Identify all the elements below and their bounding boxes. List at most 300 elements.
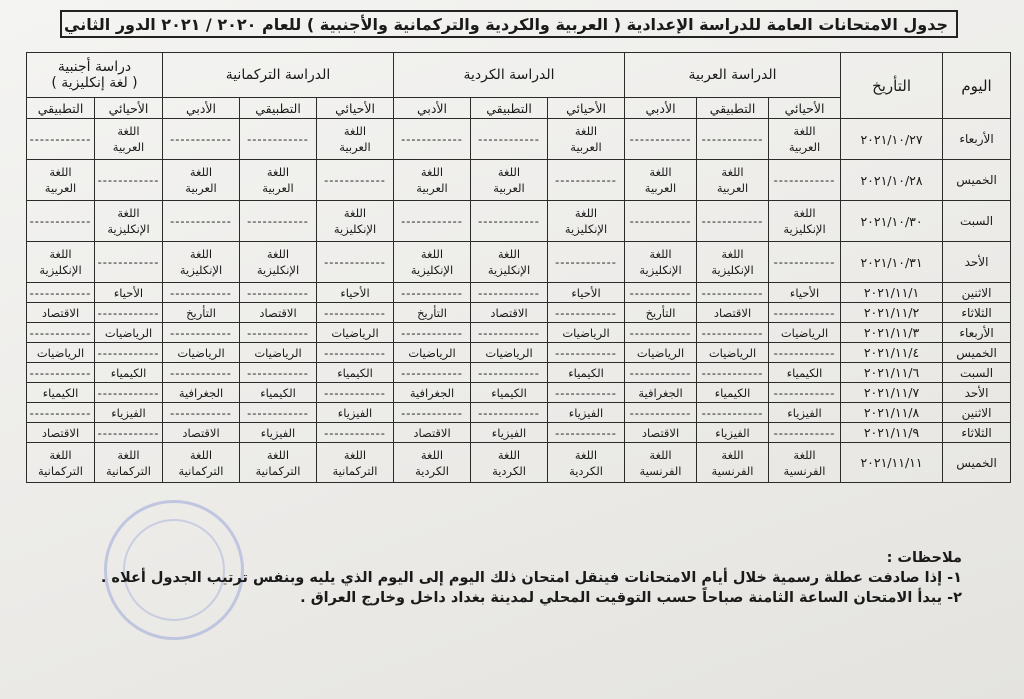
no-exam-dash: ------------ — [29, 325, 92, 340]
subject-cell — [317, 363, 394, 383]
subject-name: الفيزياء — [715, 425, 750, 440]
subject-cell — [697, 283, 769, 303]
subject-cell — [769, 443, 841, 483]
no-exam-dash: ------------ — [701, 285, 764, 300]
date-cell: ٢٠٢١/١٠/٣٠ — [841, 201, 943, 242]
subheader-applied: التطبيقي — [697, 98, 769, 119]
day-cell: الخميس — [943, 160, 1011, 201]
subject-name: اللغة الكردية — [492, 447, 526, 478]
subject-cell — [471, 119, 548, 160]
subject-cell — [471, 160, 548, 201]
subject-cell — [697, 323, 769, 343]
subject-cell — [95, 303, 163, 323]
subject-cell — [163, 283, 240, 303]
subject-cell — [317, 403, 394, 423]
table-row — [27, 343, 1011, 363]
subject-cell — [163, 343, 240, 363]
subject-name: التأريخ — [417, 305, 447, 320]
no-exam-dash: ------------ — [555, 255, 617, 269]
no-exam-dash: ------------ — [701, 214, 764, 228]
no-exam-dash: ------------ — [401, 285, 463, 300]
subject-name: الاقتصاد — [713, 305, 752, 320]
subject-cell — [95, 343, 163, 363]
group-header-kurdish: الدراسة الكردية — [394, 53, 625, 98]
subject-cell — [27, 119, 95, 160]
subject-name: الرياضيات — [254, 345, 302, 360]
subject-cell — [27, 363, 95, 383]
exam-schedule-table — [26, 52, 1011, 483]
subject-name: اللغة الإنكليزية — [256, 247, 300, 277]
subject-cell — [163, 242, 240, 283]
subject-name: الاقتصاد — [490, 305, 528, 320]
no-exam-dash: ------------ — [773, 173, 836, 187]
no-exam-dash: ------------ — [701, 405, 764, 420]
subject-name: الرياضيات — [485, 345, 533, 360]
subject-cell — [548, 303, 625, 323]
no-exam-dash: ------------ — [170, 325, 232, 340]
table-row — [27, 201, 1011, 242]
no-exam-dash: ------------ — [97, 345, 160, 360]
subject-cell — [27, 423, 95, 443]
no-exam-dash: ------------ — [29, 405, 92, 420]
subject-cell — [27, 383, 95, 403]
subject-name: الرياضيات — [708, 345, 757, 360]
subject-cell — [240, 201, 317, 242]
no-exam-dash: ------------ — [170, 214, 232, 228]
subject-name: الفيزياء — [337, 405, 373, 420]
subject-name: الرياضيات — [36, 345, 85, 360]
subject-cell — [548, 403, 625, 423]
subject-cell — [625, 403, 697, 423]
subject-cell — [163, 363, 240, 383]
subject-cell — [394, 343, 471, 363]
no-exam-dash: ------------ — [478, 365, 540, 380]
no-exam-dash: ------------ — [701, 325, 764, 340]
subject-cell — [471, 343, 548, 363]
date-cell: ٢٠٢١/١١/١ — [841, 283, 943, 303]
no-exam-dash: ------------ — [478, 285, 540, 300]
subject-cell — [697, 119, 769, 160]
subject-name: الرياضيات — [780, 325, 829, 340]
subject-cell — [625, 363, 697, 383]
subject-cell — [471, 423, 548, 443]
no-exam-dash: ------------ — [555, 345, 617, 360]
subject-cell — [769, 242, 841, 283]
subject-name: اللغة الإنكليزية — [410, 247, 454, 277]
subject-name: اللغة التركمانية — [178, 447, 224, 478]
subject-name: التأريخ — [186, 305, 216, 320]
subject-cell — [317, 423, 394, 443]
subject-cell — [240, 303, 317, 323]
date-cell: ٢٠٢١/١١/٤ — [841, 343, 943, 363]
subject-cell — [240, 160, 317, 201]
date-cell: ٢٠٢١/١٠/٣١ — [841, 242, 943, 283]
day-cell: السبت — [943, 201, 1011, 242]
subject-name: الجغرافية — [409, 385, 455, 400]
day-cell: الخميس — [943, 343, 1011, 363]
no-exam-dash: ------------ — [97, 173, 160, 187]
subject-cell — [240, 403, 317, 423]
no-exam-dash: ------------ — [170, 132, 232, 146]
subject-name: الكيمياء — [110, 365, 147, 380]
table-row — [27, 119, 1011, 160]
subject-cell — [394, 423, 471, 443]
notes-section — [100, 548, 962, 608]
subject-cell — [27, 160, 95, 201]
subject-cell — [625, 160, 697, 201]
group-header-turkmen: الدراسة التركمانية — [163, 53, 394, 98]
subject-cell — [769, 343, 841, 363]
no-exam-dash: ------------ — [324, 305, 386, 320]
subject-cell — [625, 119, 697, 160]
subject-name: اللغة الإنكليزية — [711, 247, 754, 277]
date-cell: ٢٠٢١/١١/١١ — [841, 443, 943, 483]
subject-name: الكيمياء — [337, 365, 373, 380]
subject-name: الكيمياء — [491, 385, 527, 400]
document-title: جدول الامتحانات العامة للدراسة الإعدادية ( العربية والكردية والتركمانية والأجنبية ) للعام ٢٠٢٠ / ٢٠٢١ الدور الثاني — [60, 10, 958, 38]
no-exam-dash: ------------ — [324, 173, 386, 187]
subject-cell — [240, 343, 317, 363]
subject-cell — [548, 201, 625, 242]
no-exam-dash: ------------ — [247, 365, 309, 380]
subject-name: اللغة الفرنسية — [711, 447, 754, 478]
subject-name: اللغة الفرنسية — [783, 447, 826, 478]
subject-cell — [769, 423, 841, 443]
subject-cell — [697, 242, 769, 283]
subject-cell — [625, 383, 697, 403]
subheader-biology: الأحيائي — [317, 98, 394, 119]
subject-cell — [625, 323, 697, 343]
subject-cell — [548, 283, 625, 303]
subject-cell — [697, 201, 769, 242]
subject-name: الأحياء — [571, 285, 601, 300]
subject-cell — [240, 423, 317, 443]
no-exam-dash: ------------ — [701, 132, 764, 146]
no-exam-dash: ------------ — [478, 325, 540, 340]
no-exam-dash: ------------ — [29, 214, 92, 228]
subheader-biology: الأحيائي — [769, 98, 841, 119]
day-cell: الأحد — [943, 383, 1011, 403]
table-row — [27, 403, 1011, 423]
subject-cell — [163, 303, 240, 323]
subject-name: الفيزياء — [491, 425, 527, 440]
subject-cell — [163, 201, 240, 242]
subject-name: الأحياء — [113, 285, 144, 300]
subject-cell — [697, 383, 769, 403]
no-exam-dash: ------------ — [29, 132, 92, 146]
subject-name: اللغة الإنكليزية — [39, 247, 82, 277]
subject-cell — [240, 443, 317, 483]
subject-cell — [394, 383, 471, 403]
no-exam-dash: ------------ — [324, 385, 386, 400]
subject-cell — [394, 403, 471, 423]
note-item: ١- إذا صادفت عطلة رسمية خلال أيام الامتحانات فينقل امتحان ذلك اليوم إلى اليوم الذي يليه وبنفس ترتيب الجدول أعلاه . — [100, 570, 962, 586]
subject-cell — [240, 242, 317, 283]
subject-cell — [625, 423, 697, 443]
subject-cell — [394, 283, 471, 303]
subject-name: الرياضيات — [104, 325, 153, 340]
day-cell: الأربعاء — [943, 323, 1011, 343]
no-exam-dash: ------------ — [701, 365, 764, 380]
subject-name: الاقتصاد — [41, 305, 80, 320]
subject-cell — [697, 443, 769, 483]
subject-cell — [317, 303, 394, 323]
subject-cell — [471, 323, 548, 343]
subject-name: اللغة التركمانية — [106, 447, 151, 478]
no-exam-dash: ------------ — [170, 285, 232, 300]
no-exam-dash: ------------ — [401, 214, 463, 228]
day-cell: الأحد — [943, 242, 1011, 283]
subject-name: اللغة العربية — [44, 165, 77, 195]
subject-cell — [317, 201, 394, 242]
subject-name: اللغة الإنكليزية — [107, 206, 150, 236]
subject-cell — [548, 119, 625, 160]
subject-name: اللغة الإنكليزية — [783, 206, 826, 236]
subject-name: التأريخ — [645, 305, 676, 320]
subject-cell — [317, 343, 394, 363]
subject-name: اللغة الإنكليزية — [333, 206, 377, 236]
subject-name: الكيمياء — [714, 385, 751, 400]
date-column-header: التأريخ — [841, 53, 943, 119]
no-exam-dash: ------------ — [247, 325, 309, 340]
subject-cell — [317, 160, 394, 201]
subject-cell — [163, 383, 240, 403]
subject-cell — [697, 403, 769, 423]
no-exam-dash: ------------ — [401, 405, 463, 420]
subject-cell — [625, 201, 697, 242]
subject-cell — [769, 201, 841, 242]
subheader-applied: التطبيقي — [471, 98, 548, 119]
subject-cell — [548, 443, 625, 483]
subject-cell — [317, 119, 394, 160]
no-exam-dash: ------------ — [401, 365, 463, 380]
subject-cell — [95, 443, 163, 483]
subject-cell — [697, 160, 769, 201]
subject-cell — [548, 363, 625, 383]
no-exam-dash: ------------ — [478, 405, 540, 420]
subject-cell — [95, 201, 163, 242]
subject-cell — [548, 343, 625, 363]
note-item: ٢- يبدأ الامتحان الساعة الثامنة صباحاً حسب التوقيت المحلي لمدينة بغداد داخل وخارج العراق . — [300, 590, 962, 606]
no-exam-dash: ------------ — [97, 255, 160, 269]
no-exam-dash: ------------ — [324, 425, 386, 440]
subject-cell — [163, 423, 240, 443]
no-exam-dash: ------------ — [773, 255, 836, 269]
subject-cell — [625, 242, 697, 283]
subject-name: اللغة العربية — [112, 124, 145, 154]
subject-name: الرياضيات — [636, 345, 685, 360]
group-header-foreign: دراسة أجنبية ( لغة إنكليزية ) — [27, 53, 163, 98]
subheader-biology: الأحيائي — [548, 98, 625, 119]
subject-cell — [240, 323, 317, 343]
subject-cell — [95, 383, 163, 403]
no-exam-dash: ------------ — [555, 173, 617, 187]
day-cell: الثلاثاء — [943, 303, 1011, 323]
group-header-arabic: الدراسة العربية — [625, 53, 841, 98]
no-exam-dash: ------------ — [247, 405, 309, 420]
subject-cell — [471, 283, 548, 303]
subject-name: اللغة العربية — [185, 165, 217, 195]
subject-cell — [95, 363, 163, 383]
date-cell: ٢٠٢١/١١/٨ — [841, 403, 943, 423]
no-exam-dash: ------------ — [29, 285, 92, 300]
subject-cell — [769, 303, 841, 323]
subject-name: الاقتصاد — [413, 425, 451, 440]
subject-name: اللغة الفرنسية — [639, 447, 682, 478]
subject-cell — [317, 383, 394, 403]
subject-name: اللغة العربية — [493, 165, 525, 195]
subject-cell — [27, 303, 95, 323]
subject-cell — [394, 363, 471, 383]
subject-cell — [95, 283, 163, 303]
subject-cell — [394, 119, 471, 160]
subject-cell — [548, 242, 625, 283]
subject-cell — [394, 160, 471, 201]
table-row — [27, 383, 1011, 403]
subject-cell — [769, 383, 841, 403]
subject-name: الاقتصاد — [182, 425, 220, 440]
no-exam-dash: ------------ — [97, 425, 160, 440]
subject-name: اللغة العربية — [262, 165, 294, 195]
subject-cell — [95, 403, 163, 423]
subject-cell — [317, 443, 394, 483]
subject-cell — [317, 323, 394, 343]
no-exam-dash: ------------ — [555, 425, 617, 440]
subject-name: اللغة العربية — [644, 165, 677, 195]
date-cell: ٢٠٢١/١١/٧ — [841, 383, 943, 403]
subject-name: اللغة الكردية — [415, 447, 449, 478]
subject-cell — [27, 201, 95, 242]
subject-cell — [697, 363, 769, 383]
day-cell: السبت — [943, 363, 1011, 383]
no-exam-dash: ------------ — [629, 214, 692, 228]
subject-name: الكيمياء — [260, 385, 296, 400]
subject-name: الكيمياء — [786, 365, 823, 380]
day-cell: الأربعاء — [943, 119, 1011, 160]
subject-cell — [769, 403, 841, 423]
subject-cell — [625, 303, 697, 323]
subject-cell — [769, 119, 841, 160]
subject-name: الرياضيات — [177, 345, 225, 360]
subject-cell — [548, 383, 625, 403]
no-exam-dash: ------------ — [478, 132, 540, 146]
subject-cell — [697, 423, 769, 443]
table-row — [27, 283, 1011, 303]
subject-cell — [240, 283, 317, 303]
no-exam-dash: ------------ — [629, 132, 692, 146]
day-cell: الاثنين — [943, 403, 1011, 423]
subject-name: الأحياء — [340, 285, 370, 300]
no-exam-dash: ------------ — [324, 255, 386, 269]
subject-cell — [163, 443, 240, 483]
table-row — [27, 242, 1011, 283]
date-cell: ٢٠٢١/١١/٦ — [841, 363, 943, 383]
table-row — [27, 303, 1011, 323]
subject-cell — [471, 403, 548, 423]
date-cell: ٢٠٢١/١١/٣ — [841, 323, 943, 343]
subject-cell — [394, 303, 471, 323]
subject-cell — [548, 160, 625, 201]
no-exam-dash: ------------ — [29, 365, 92, 380]
subheader-literary: الأدبي — [394, 98, 471, 119]
subject-cell — [471, 303, 548, 323]
no-exam-dash: ------------ — [478, 214, 540, 228]
subject-name: الاقتصاد — [641, 425, 680, 440]
no-exam-dash: ------------ — [247, 285, 309, 300]
no-exam-dash: ------------ — [773, 425, 836, 440]
day-cell: الخميس — [943, 443, 1011, 483]
subject-cell — [394, 242, 471, 283]
subject-cell — [240, 119, 317, 160]
no-exam-dash: ------------ — [555, 305, 617, 320]
subject-cell — [163, 403, 240, 423]
subject-cell — [471, 383, 548, 403]
subject-cell — [394, 323, 471, 343]
subject-name: الفيزياء — [568, 405, 604, 420]
no-exam-dash: ------------ — [401, 132, 463, 146]
subject-cell — [27, 242, 95, 283]
subject-cell — [27, 443, 95, 483]
subject-name: الجغرافية — [638, 385, 683, 400]
subject-cell — [27, 343, 95, 363]
subject-name: اللغة التركمانية — [255, 447, 301, 478]
subject-name: الرياضيات — [408, 345, 456, 360]
subject-cell — [625, 283, 697, 303]
subject-cell — [769, 283, 841, 303]
subject-cell — [27, 283, 95, 303]
no-exam-dash: ------------ — [401, 325, 463, 340]
day-cell: الثلاثاء — [943, 423, 1011, 443]
subject-name: الاقتصاد — [259, 305, 297, 320]
subject-name: الفيزياء — [260, 425, 296, 440]
subject-name: اللغة العربية — [570, 124, 602, 154]
subheader-literary: الأدبي — [163, 98, 240, 119]
day-cell: الاثنين — [943, 283, 1011, 303]
table-row — [27, 323, 1011, 343]
subject-name: الرياضيات — [562, 325, 610, 340]
subject-name: الجغرافية — [178, 385, 224, 400]
subject-name: الرياضيات — [331, 325, 379, 340]
subject-name: اللغة العربية — [788, 124, 821, 154]
subheader-biology: الأحيائي — [95, 98, 163, 119]
subject-name: الاقتصاد — [41, 425, 80, 440]
subject-cell — [394, 201, 471, 242]
subject-cell — [27, 323, 95, 343]
no-exam-dash: ------------ — [629, 285, 692, 300]
subheader-literary: الأدبي — [625, 98, 697, 119]
subject-name: اللغة الإنكليزية — [487, 247, 531, 277]
subject-name: اللغة الإنكليزية — [179, 247, 223, 277]
subject-cell — [240, 383, 317, 403]
subject-cell — [95, 323, 163, 343]
subject-cell — [769, 160, 841, 201]
subject-cell — [471, 363, 548, 383]
no-exam-dash: ------------ — [97, 305, 160, 320]
subject-name: اللغة الإنكليزية — [564, 206, 608, 236]
subject-cell — [471, 443, 548, 483]
no-exam-dash: ------------ — [170, 365, 232, 380]
no-exam-dash: ------------ — [773, 385, 836, 400]
subject-cell — [471, 201, 548, 242]
day-column-header: اليوم — [943, 53, 1011, 119]
no-exam-dash: ------------ — [247, 132, 309, 146]
no-exam-dash: ------------ — [629, 405, 692, 420]
notes-heading: ملاحظات : — [886, 550, 962, 566]
subject-name: الأحياء — [789, 285, 820, 300]
subject-cell — [548, 423, 625, 443]
subject-name: اللغة العربية — [339, 124, 371, 154]
subject-name: اللغة التركمانية — [332, 447, 378, 478]
